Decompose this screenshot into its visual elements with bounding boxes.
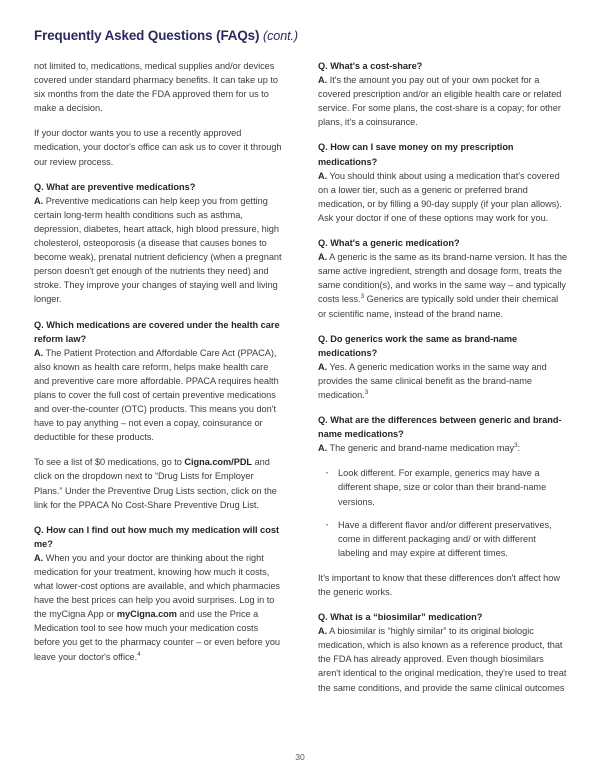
- answer-text-after: :: [517, 443, 521, 454]
- footnote-marker: 3: [364, 388, 369, 396]
- answer-text: Yes. A generic medication works in the same way and provides the same clinical benefit as the brand-name medication.: [318, 361, 547, 400]
- answer-text: You should think about using a medication that's covered on a lower tier, such as a generic or preferred brand medication, or by filling a 90-day supply (if your plan allows). Ask your doctor if one of these options may work for you.: [318, 170, 562, 223]
- list-item: · Have a different flavor and/or different preservatives, come in different packaging and/ or with different labeling and may expire at different times.: [318, 518, 568, 560]
- answer-text: The Patient Protection and Affordable Care Act (PPACA), also known as health care reform, helps make health care and preventive care more affordable. PPACA requires health plans to cover the full cost of certain preventive medications and over-the-counter (OTC) products. This means you don't have to pay anything – not even a copay, coinsurance or deductible for these products.: [34, 347, 279, 443]
- answer-text: Preventive medications can help keep you from getting certain long-term health conditions such as asthma, depression, diabetes, heart attack, high blood pressure, high cholesterol, osteoporosis (a disease that causes bones to become weak), prenatal nutrient deficiency (when a pregnant person doesn't get enough of the nutrients they need) and stroke. They improve your changes of staying well and living longer.: [34, 195, 282, 305]
- faq-answer: [34, 194, 284, 307]
- answer-label: A.: [318, 170, 328, 181]
- intro-paragraph-1: not limited to, medications, medical supplies and/or devices covered under standard pharmacy benefits. It can take up to six months from the date the FDA approved them for us to make a decision.: [34, 61, 278, 114]
- faq-preventive-medications: [34, 180, 284, 307]
- answer-label: A.: [318, 361, 328, 372]
- faq-answer: [318, 73, 568, 129]
- page-title: [34, 28, 568, 43]
- faq-question: Q. How can I find out how much my medication will cost me?: [34, 524, 280, 549]
- faq-answer: [34, 551, 284, 664]
- footnote-marker: 3: [514, 442, 518, 450]
- faq-answer: [34, 346, 284, 445]
- answer-label: A.: [318, 252, 328, 263]
- faq-question: Q. How can I save money on my prescription medications?: [318, 142, 514, 167]
- answer-label: A.: [34, 552, 44, 563]
- answer-label: A.: [318, 443, 328, 454]
- faq-answer: [318, 169, 568, 225]
- answer-text-before: The generic and brand-name medication may: [327, 443, 515, 454]
- faq-question: Q. What is a “biosimilar” medication?: [318, 612, 483, 623]
- right-column: [318, 59, 568, 695]
- faq-generic-medication: [318, 236, 568, 321]
- faq-question: Q. What's a generic medication?: [318, 238, 460, 249]
- faq-answer: [318, 250, 568, 320]
- mycigna-link[interactable]: myCigna.com: [116, 609, 177, 620]
- pdl-paragraph: [34, 455, 284, 511]
- differences-bullet-list: [318, 466, 568, 560]
- faq-answer: [318, 624, 568, 694]
- answer-label: A.: [318, 75, 328, 86]
- faq-health-care-reform-law: [34, 318, 284, 445]
- cigna-pdl-link[interactable]: Cigna.com/PDL: [184, 457, 253, 468]
- list-item: · Look different. For example, generics may have a different shape, size or color than their brand-name versions.: [318, 466, 568, 508]
- faq-answer: [318, 441, 568, 455]
- faq-question: Q. Do generics work the same as brand-name medications?: [318, 333, 518, 358]
- answer-text: It's the amount you pay out of your own pocket for a covered prescription and/or an eligible health care or related service. For some plans, the cost-share is a copay; for other plans, it's a coinsurance.: [318, 75, 562, 128]
- answer-text-before: A generic is the same as its brand-name version. It has the same active ingredient, strength and dosage form, treats the same condition(s), and works in the same way – and typically costs less.: [318, 252, 567, 305]
- faq-question: Q. Which medications are covered under the health care reform law?: [34, 319, 280, 344]
- page-number: 30: [295, 752, 305, 762]
- footnote-marker: 4: [137, 650, 141, 658]
- intro-paragraph-2: If your doctor wants you to use a recently approved medication, your doctor's office can ask us to cover it through our review process.: [34, 128, 282, 167]
- faq-question: Q. What are preventive medications?: [34, 181, 196, 192]
- pdl-text-after: and click on the dropdown next to “Drug Lists for Employer Plans.” Under the Preventive Drug Lists section, click on the link for the PPACA No Cost-Share Preventive Drug List.: [34, 457, 277, 510]
- faq-generics-same-as-brand: [318, 332, 568, 402]
- answer-text-after: Generics are typically sold under their chemical or scientific name, instead of the brand name.: [318, 294, 559, 319]
- faq-question: Q. What's a cost-share?: [318, 61, 423, 71]
- faq-medication-cost: [34, 523, 284, 664]
- differences-closing-paragraph: It's important to know that these differences don't affect how the generic works.: [318, 572, 560, 597]
- page-title-main: Frequently Asked Questions (FAQs): [34, 28, 260, 43]
- page-title-continuation: (cont.): [263, 29, 298, 43]
- faq-answer: [318, 360, 568, 402]
- answer-label: A.: [318, 626, 328, 637]
- answer-label: A.: [34, 347, 44, 358]
- faq-generic-brand-differences: [318, 413, 568, 599]
- pdl-text-before: To see a list of $0 medications, go to: [34, 457, 185, 468]
- footnote-marker: 3: [360, 293, 365, 301]
- faq-biosimilar-medication: [318, 610, 568, 695]
- answer-text-after: and use the Price a Medication tool to see how much your medication costs before you get to the pharmacy counter – or even before you leave your doctor's office.: [34, 609, 281, 662]
- answer-text: A biosimilar is “highly similar” to its original biologic medication, which is also known as a reference product, that the FDA has already approved. Even though biosimilars aren't identical to the original medication, they're used to treat the same conditions, and provide the same clinical outcomes: [318, 626, 567, 693]
- answer-label: A.: [34, 195, 44, 206]
- two-column-body: [34, 59, 568, 695]
- faq-question: Q. What are the differences between generic and brand-name medications?: [318, 415, 562, 440]
- faq-cost-share: [318, 59, 568, 129]
- answer-text-before: When you and your doctor are thinking about the right medication for your treatment, knowing how much it costs, what lower-cost options are available, and which pharmacies have the best prices can help you avoid surprises. Log in to the myCigna App or: [34, 552, 280, 620]
- left-column: [34, 59, 284, 664]
- faq-save-money: [318, 140, 568, 225]
